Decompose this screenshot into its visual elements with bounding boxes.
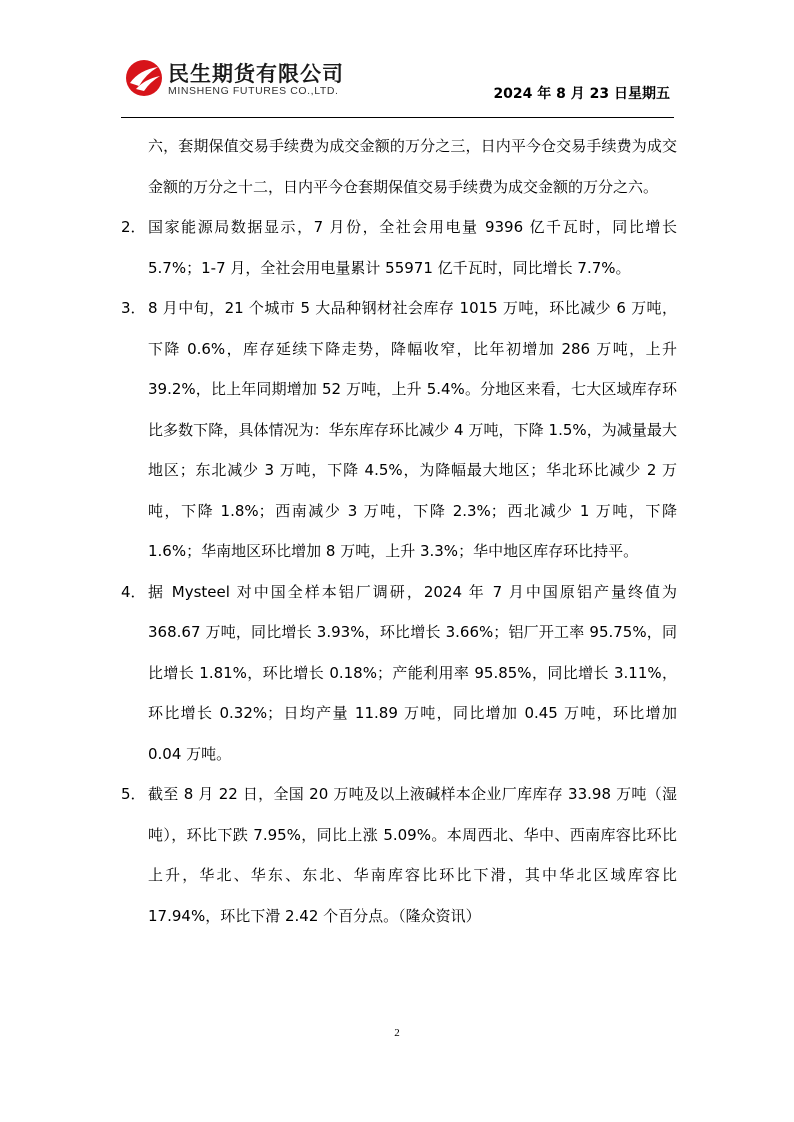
page-number: 2 [394, 1027, 400, 1039]
logo-chinese-name: 民生期货有限公司 [168, 62, 344, 86]
list-item [121, 774, 677, 936]
report-date: 2024 年 8 月 23 日星期五 [493, 86, 670, 102]
company-logo [124, 56, 364, 102]
page-header [0, 0, 794, 120]
document-body [121, 126, 677, 936]
list-item-number: 5． [121, 785, 146, 803]
list-item-text: 国家能源局数据显示，7 月份，全社会用电量 9396 亿千瓦时，同比增长 5.7%；1-7 月，全社会用电量累计 55971 亿千瓦时，同比增长 7.7%。 [148, 218, 677, 277]
list-item [121, 207, 677, 288]
logo-english-name: MINSHENG FUTURES CO.,LTD. [168, 85, 339, 97]
list-item-text: 截至 8 月 22 日，全国 20 万吨及以上液碱样本企业厂库库存 33.98 万吨（湿吨），环比下跌 7.95%，同比上涨 5.09%。本周西北、华中、西南库容比环比上升，华北、华东、东北、华南库容比环比下滑，其中华北区域库容比 17.94%，环比下滑 2.42 个百分点。（隆众资讯） [148, 785, 677, 925]
list-item-number: 2． [121, 218, 146, 236]
header-divider [121, 117, 674, 118]
minsheng-logo-icon [124, 58, 164, 98]
list-item [121, 288, 677, 572]
list-item-text: 8 月中旬，21 个城市 5 大品种钢材社会库存 1015 万吨，环比减少 6 万吨，下降 0.6%，库存延续下降走势，降幅收窄，比年初增加 286 万吨，上升 39.2%，比上年同期增加 52 万吨，上升 5.4%。分地区来看，七大区域库存环比多数下降，具体情况为：华东库存环比减少 4 万吨，下降 1.5%，为减量最大地区；东北减少 3 万吨，下降 4.5%，为降幅最大地区；华北环比减少 2 万吨，下降 1.8%；西南减少 3 万吨，下降 2.3%；西北减少 1 万吨，下降 1.6%；华南地区环比增加 8 万吨，上升 3.3%；华中地区库存环比持平。 [148, 299, 677, 560]
list-item-number: 4． [121, 582, 146, 601]
list-item [121, 572, 677, 775]
list-item-number: 3． [121, 299, 146, 317]
list-item-text: 据 Mysteel 对中国全样本铝厂调研，2024 年 7 月中国原铝产量终值为 368.67 万吨，同比增长 3.93%，环比增长 3.66%；铝厂开工率 95.75%，同比增长 1.81%，环比增长 0.18%；产能利用率 95.85%，同比增长 3.11%，环比增长 0.32%；日均产量 11.89 万吨，同比增加 0.45 万吨，环比增加 0.04 万吨。 [148, 582, 677, 763]
continuation-paragraph: 六，套期保值交易手续费为成交金额的万分之三，日内平今仓交易手续费为成交金额的万分之十二，日内平今仓套期保值交易手续费为成交金额的万分之六。 [148, 137, 677, 196]
